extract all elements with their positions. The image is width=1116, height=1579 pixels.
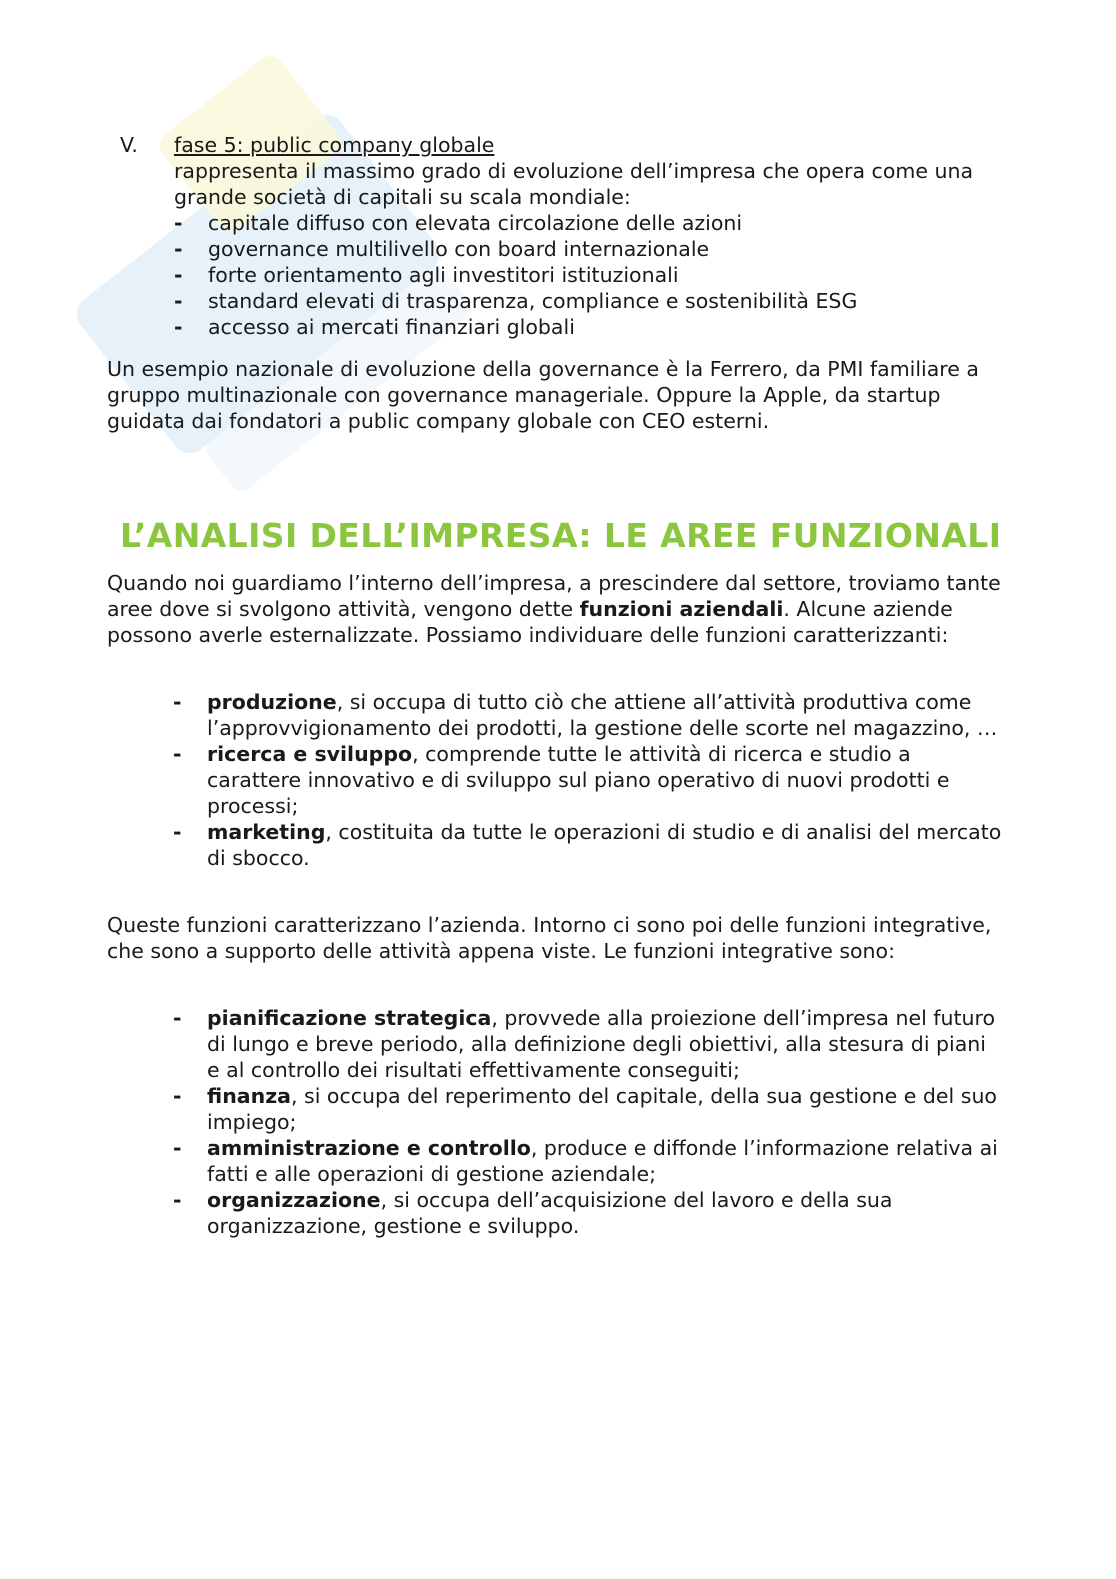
function-term: pianificazione strategica (207, 1006, 492, 1030)
function-term: organizzazione (207, 1188, 381, 1212)
phase-title: fase 5: public company globale (174, 133, 495, 157)
function-description: , costituita da tutte le operazioni di studio e di analisi del mercato di sbocco. (207, 820, 1002, 870)
function-term: produzione (207, 690, 337, 714)
list-item: - governance multilivello con board internazionale (174, 236, 1014, 262)
function-description: , provvede alla proiezione dell’impresa nel futuro di lungo e breve periodo, alla definizione degli obiettivi, alla stesura di piani e al controllo dei risultati effettivamente conseguiti; (207, 1006, 996, 1082)
function-term: finanza (207, 1084, 291, 1108)
phase-intro: rappresenta il massimo grado di evoluzione dell’impresa che opera come una grande società di capitali su scala mondiale: (174, 159, 974, 209)
list-item (173, 819, 1003, 871)
function-description: , produce e diffonde l’informazione relativa ai fatti e alle operazioni di gestione aziendale; (207, 1136, 998, 1186)
list-item (173, 689, 1003, 741)
list-item (173, 1187, 1003, 1239)
function-term: ricerca e sviluppo (207, 742, 413, 766)
list-item (173, 1083, 1003, 1135)
function-description: , si occupa dell’acquisizione del lavoro e della sua organizzazione, gestione e sviluppo. (207, 1188, 893, 1238)
list-item (173, 1005, 1003, 1083)
list-item: - accesso ai mercati finanziari globali (174, 314, 1014, 340)
phase-bullet-list (174, 210, 1014, 340)
intro-bold-term: funzioni aziendali (579, 597, 784, 621)
example-paragraph: Un esempio nazionale di evoluzione della governance è la Ferrero, da PMI familiare a gruppo multinazionale con governance manageriale. Oppure la Apple, da startup guidata dai fondatori a public company globale con CEO esterni. (107, 357, 979, 433)
integrative-functions-list (173, 1005, 1003, 1239)
function-description: , si occupa del reperimento del capitale, della sua gestione e del suo impiego; (207, 1084, 997, 1134)
intro-paragraph (107, 570, 1007, 648)
intro-text-end: . Alcune aziende possono averle esternalizzate. Possiamo individuare delle funzioni caratterizzanti: (107, 597, 953, 647)
integrative-paragraph: Queste funzioni caratterizzano l’azienda. Intorno ci sono poi delle funzioni integrative, che sono a supporto delle attività appena viste. Le funzioni integrative sono: (107, 913, 992, 963)
list-item: - forte orientamento agli investitori istituzionali (174, 262, 1014, 288)
list-item (173, 741, 1003, 819)
phase-body (174, 132, 1014, 340)
section-heading: L’ANALISI DELL’IMPRESA: LE AREE FUNZIONALI (120, 516, 1002, 555)
function-description: , comprende tutte le attività di ricerca e studio a carattere innovativo e di sviluppo sul piano operativo di nuovi prodotti e processi; (207, 742, 950, 818)
phase-numeral: V. (120, 133, 138, 157)
function-term: marketing (207, 820, 326, 844)
function-description: , si occupa di tutto ciò che attiene all’attività produttiva come l’approvvigionamento dei prodotti, la gestione delle scorte nel magazzino, … (207, 690, 998, 740)
function-term: amministrazione e controllo (207, 1136, 531, 1160)
intro-text: Quando noi guardiamo l’interno dell’impresa, a prescindere dal settore, troviamo tante aree dove si svolgono attività, vengono dette (107, 571, 1001, 621)
list-item (173, 1135, 1003, 1187)
core-functions-list (173, 689, 1003, 871)
list-item: - capitale diffuso con elevata circolazione delle azioni (174, 210, 1014, 236)
list-item: - standard elevati di trasparenza, compliance e sostenibilità ESG (174, 288, 1014, 314)
